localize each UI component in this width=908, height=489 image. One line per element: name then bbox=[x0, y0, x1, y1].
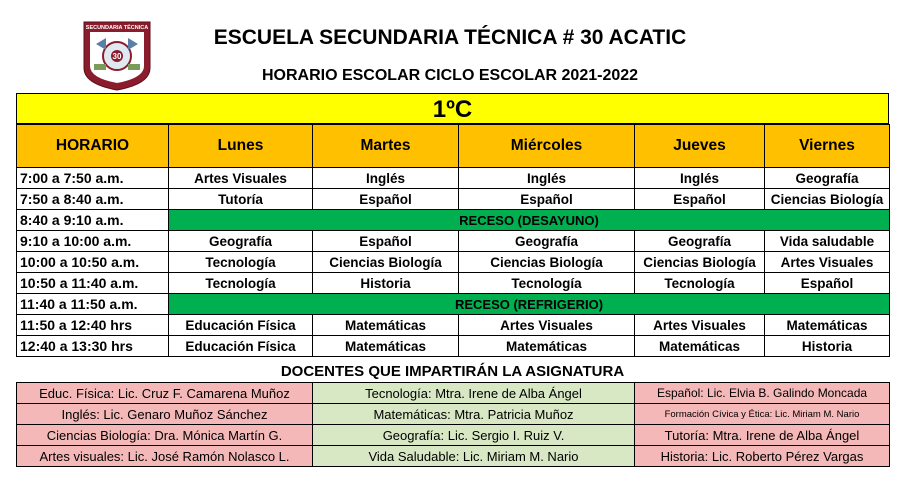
class-cell: Historia bbox=[313, 273, 459, 294]
class-cell: Ciencias Biología bbox=[459, 252, 635, 273]
grade-label: 1ºC bbox=[16, 93, 889, 124]
class-cell: Ciencias Biología bbox=[313, 252, 459, 273]
recess-cell: RECESO (DESAYUNO) bbox=[169, 210, 890, 231]
table-row bbox=[17, 273, 890, 294]
school-crest-icon bbox=[80, 18, 154, 92]
class-cell: Artes Visuales bbox=[765, 252, 890, 273]
class-cell: Tecnología bbox=[169, 273, 313, 294]
teacher-cell: Artes visuales: Lic. José Ramón Nolasco L. bbox=[17, 446, 313, 467]
schedule-subtitle: HORARIO ESCOLAR CICLO ESCOLAR 2021-2022 bbox=[261, 67, 639, 84]
class-cell: Educación Física bbox=[169, 336, 313, 357]
class-cell: Español bbox=[459, 189, 635, 210]
class-cell: Inglés bbox=[459, 168, 635, 189]
class-cell: Geografía bbox=[459, 231, 635, 252]
class-cell: Matemáticas bbox=[313, 315, 459, 336]
class-cell: Tecnología bbox=[169, 252, 313, 273]
class-cell: Español bbox=[313, 189, 459, 210]
teacher-cell: Ciencias Biología: Dra. Mónica Martín G. bbox=[17, 425, 313, 446]
class-cell: Ciencias Biología bbox=[635, 252, 765, 273]
header-viernes: Viernes bbox=[765, 125, 890, 168]
class-cell: Geografía bbox=[765, 168, 890, 189]
teachers-table bbox=[16, 382, 890, 467]
class-cell: Tecnología bbox=[459, 273, 635, 294]
class-cell: Español bbox=[635, 189, 765, 210]
time-cell: 10:50 a 11:40 a.m. bbox=[17, 273, 169, 294]
schedule-header-row bbox=[17, 125, 890, 168]
class-cell: Ciencias Biología bbox=[765, 189, 890, 210]
time-cell: 11:50 a 12:40 hrs bbox=[17, 315, 169, 336]
time-cell: 10:00 a 10:50 a.m. bbox=[17, 252, 169, 273]
teacher-cell: Inglés: Lic. Genaro Muñoz Sánchez bbox=[17, 404, 313, 425]
class-cell: Educación Física bbox=[169, 315, 313, 336]
teachers-title: DOCENTES QUE IMPARTIRÁN LA ASIGNATURA bbox=[280, 363, 625, 380]
table-row bbox=[17, 252, 890, 273]
table-row bbox=[17, 383, 890, 404]
table-row bbox=[17, 189, 890, 210]
time-cell: 11:40 a 11:50 a.m. bbox=[17, 294, 169, 315]
class-cell: Inglés bbox=[313, 168, 459, 189]
header-martes: Martes bbox=[313, 125, 459, 168]
logo-number: 30 bbox=[112, 52, 122, 61]
teacher-cell: Matemáticas: Mtra. Patricia Muñoz bbox=[313, 404, 635, 425]
time-cell: 9:10 a 10:00 a.m. bbox=[17, 231, 169, 252]
teacher-cell: Historia: Lic. Roberto Pérez Vargas bbox=[635, 446, 890, 467]
time-cell: 12:40 a 13:30 hrs bbox=[17, 336, 169, 357]
logo-top-text: SECUNDARIA TÉCNICA bbox=[85, 25, 149, 31]
class-cell: Artes Visuales bbox=[169, 168, 313, 189]
header-jueves: Jueves bbox=[635, 125, 765, 168]
header-lunes: Lunes bbox=[169, 125, 313, 168]
teacher-cell: Tutoría: Mtra. Irene de Alba Ángel bbox=[635, 425, 890, 446]
table-row bbox=[17, 336, 890, 357]
class-cell: Artes Visuales bbox=[635, 315, 765, 336]
schedule-table bbox=[16, 124, 890, 357]
class-cell: Español bbox=[765, 273, 890, 294]
class-cell: Geografía bbox=[635, 231, 765, 252]
class-cell: Geografía bbox=[169, 231, 313, 252]
class-cell: Matemáticas bbox=[313, 336, 459, 357]
class-cell: Tutoría bbox=[169, 189, 313, 210]
teacher-cell: Español: Lic. Elvia B. Galindo Moncada bbox=[635, 383, 890, 404]
header-miercoles: Miércoles bbox=[459, 125, 635, 168]
recess-row bbox=[17, 294, 890, 315]
class-cell: Historia bbox=[765, 336, 890, 357]
table-row bbox=[17, 231, 890, 252]
class-cell: Matemáticas bbox=[459, 336, 635, 357]
teacher-cell: Vida Saludable: Lic. Miriam M. Nario bbox=[313, 446, 635, 467]
class-cell: Tecnología bbox=[635, 273, 765, 294]
table-row bbox=[17, 446, 890, 467]
table-row bbox=[17, 168, 890, 189]
teacher-cell: Educ. Física: Lic. Cruz F. Camarena Muñoz bbox=[17, 383, 313, 404]
class-cell: Inglés bbox=[635, 168, 765, 189]
school-name: ESCUELA SECUNDARIA TÉCNICA # 30 ACATIC bbox=[213, 26, 687, 49]
class-cell: Matemáticas bbox=[635, 336, 765, 357]
class-cell: Artes Visuales bbox=[459, 315, 635, 336]
class-cell: Vida saludable bbox=[765, 231, 890, 252]
time-cell: 7:50 a 8:40 a.m. bbox=[17, 189, 169, 210]
header-horario: HORARIO bbox=[17, 125, 169, 168]
class-cell: Español bbox=[313, 231, 459, 252]
recess-row bbox=[17, 210, 890, 231]
teacher-cell: Geografía: Lic. Sergio I. Ruiz V. bbox=[313, 425, 635, 446]
time-cell: 7:00 a 7:50 a.m. bbox=[17, 168, 169, 189]
table-row bbox=[17, 404, 890, 425]
recess-cell: RECESO (REFRIGERIO) bbox=[169, 294, 890, 315]
teacher-cell: Formación Cívica y Ética: Lic. Miriam M. Nario bbox=[635, 404, 890, 425]
table-row bbox=[17, 315, 890, 336]
teacher-cell: Tecnología: Mtra. Irene de Alba Ángel bbox=[313, 383, 635, 404]
time-cell: 8:40 a 9:10 a.m. bbox=[17, 210, 169, 231]
class-cell: Matemáticas bbox=[765, 315, 890, 336]
table-row bbox=[17, 425, 890, 446]
